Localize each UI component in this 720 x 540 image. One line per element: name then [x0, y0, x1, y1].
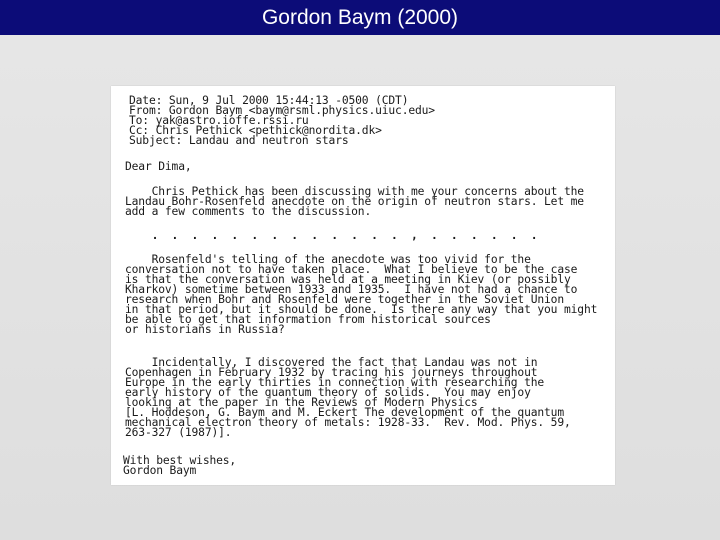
- para2-line: research when Bohr and Rosenfeld were together in the Soviet Union: [125, 293, 564, 306]
- para2-line: in that period, but it should be done. Is there any way that you might: [125, 303, 598, 316]
- para1-line: Chris Pethick has been discussing with me your concerns about the: [125, 185, 584, 198]
- para2-line: is that the conversation was held at a meeting in Kiev (or possibly: [125, 273, 571, 286]
- para1-line: add a few comments to the discussion.: [125, 205, 372, 218]
- para3-line: looking at the paper in the Reviews of Modern Physics: [125, 396, 478, 409]
- para2-line: Kharkov) sometime between 1933 and 1935. I have not had a chance to: [125, 283, 578, 296]
- closing: With best wishes,: [123, 454, 237, 467]
- scanned-email-document: [111, 86, 615, 485]
- header-cc: Cc: Chris Pethick <pethick@nordita.dk>: [129, 124, 382, 137]
- para3-line: Europe in the early thirties in connection with researching the: [125, 376, 545, 389]
- header-subject: Subject: Landau and neutron stars: [129, 134, 349, 147]
- para3-line: Incidentally, I discovered the fact that Landau was not in: [125, 356, 538, 369]
- para2-line: Rosenfeld's telling of the anecdote was too vivid for the: [125, 253, 531, 266]
- para3-line: 263-327 (1987)].: [125, 426, 232, 439]
- slide-title: Gordon Baym (2000): [0, 0, 720, 35]
- header-date: Date: Sun, 9 Jul 2000 15:44:13 -0500 (CDT): [129, 94, 409, 107]
- header-to: To: yak@astro.ioffe.rssi.ru: [129, 114, 309, 127]
- para2-line: be able to get that information from historical sources: [125, 313, 491, 326]
- ellipsis-separator: . . . . . . . . . . . . . , . . . . . .: [125, 229, 538, 242]
- para3-line: [L. Hoddeson, G. Baym and M. Eckert The development of the quantum: [125, 406, 564, 419]
- para3-line: early history of the quantum theory of solids. You may enjoy: [125, 386, 531, 399]
- header-from: From: Gordon Baym <baym@rsml.physics.uiuc.edu>: [129, 104, 435, 117]
- para1-line: Landau Bohr-Rosenfeld anecdote on the origin of neutron stars. Let me: [125, 195, 584, 208]
- para3-line: Copenhagen in February 1932 by tracing his journeys throughout: [125, 366, 538, 379]
- para2-line: or historians in Russia?: [125, 323, 285, 336]
- para2-line: conversation not to have taken place. What I believe to be the case: [125, 263, 578, 276]
- signature: Gordon Baym: [123, 464, 197, 477]
- greeting: Dear Dima,: [125, 160, 192, 173]
- para3-line: mechanical electron theory of metals: 1928-33. Rev. Mod. Phys. 59,: [125, 416, 571, 429]
